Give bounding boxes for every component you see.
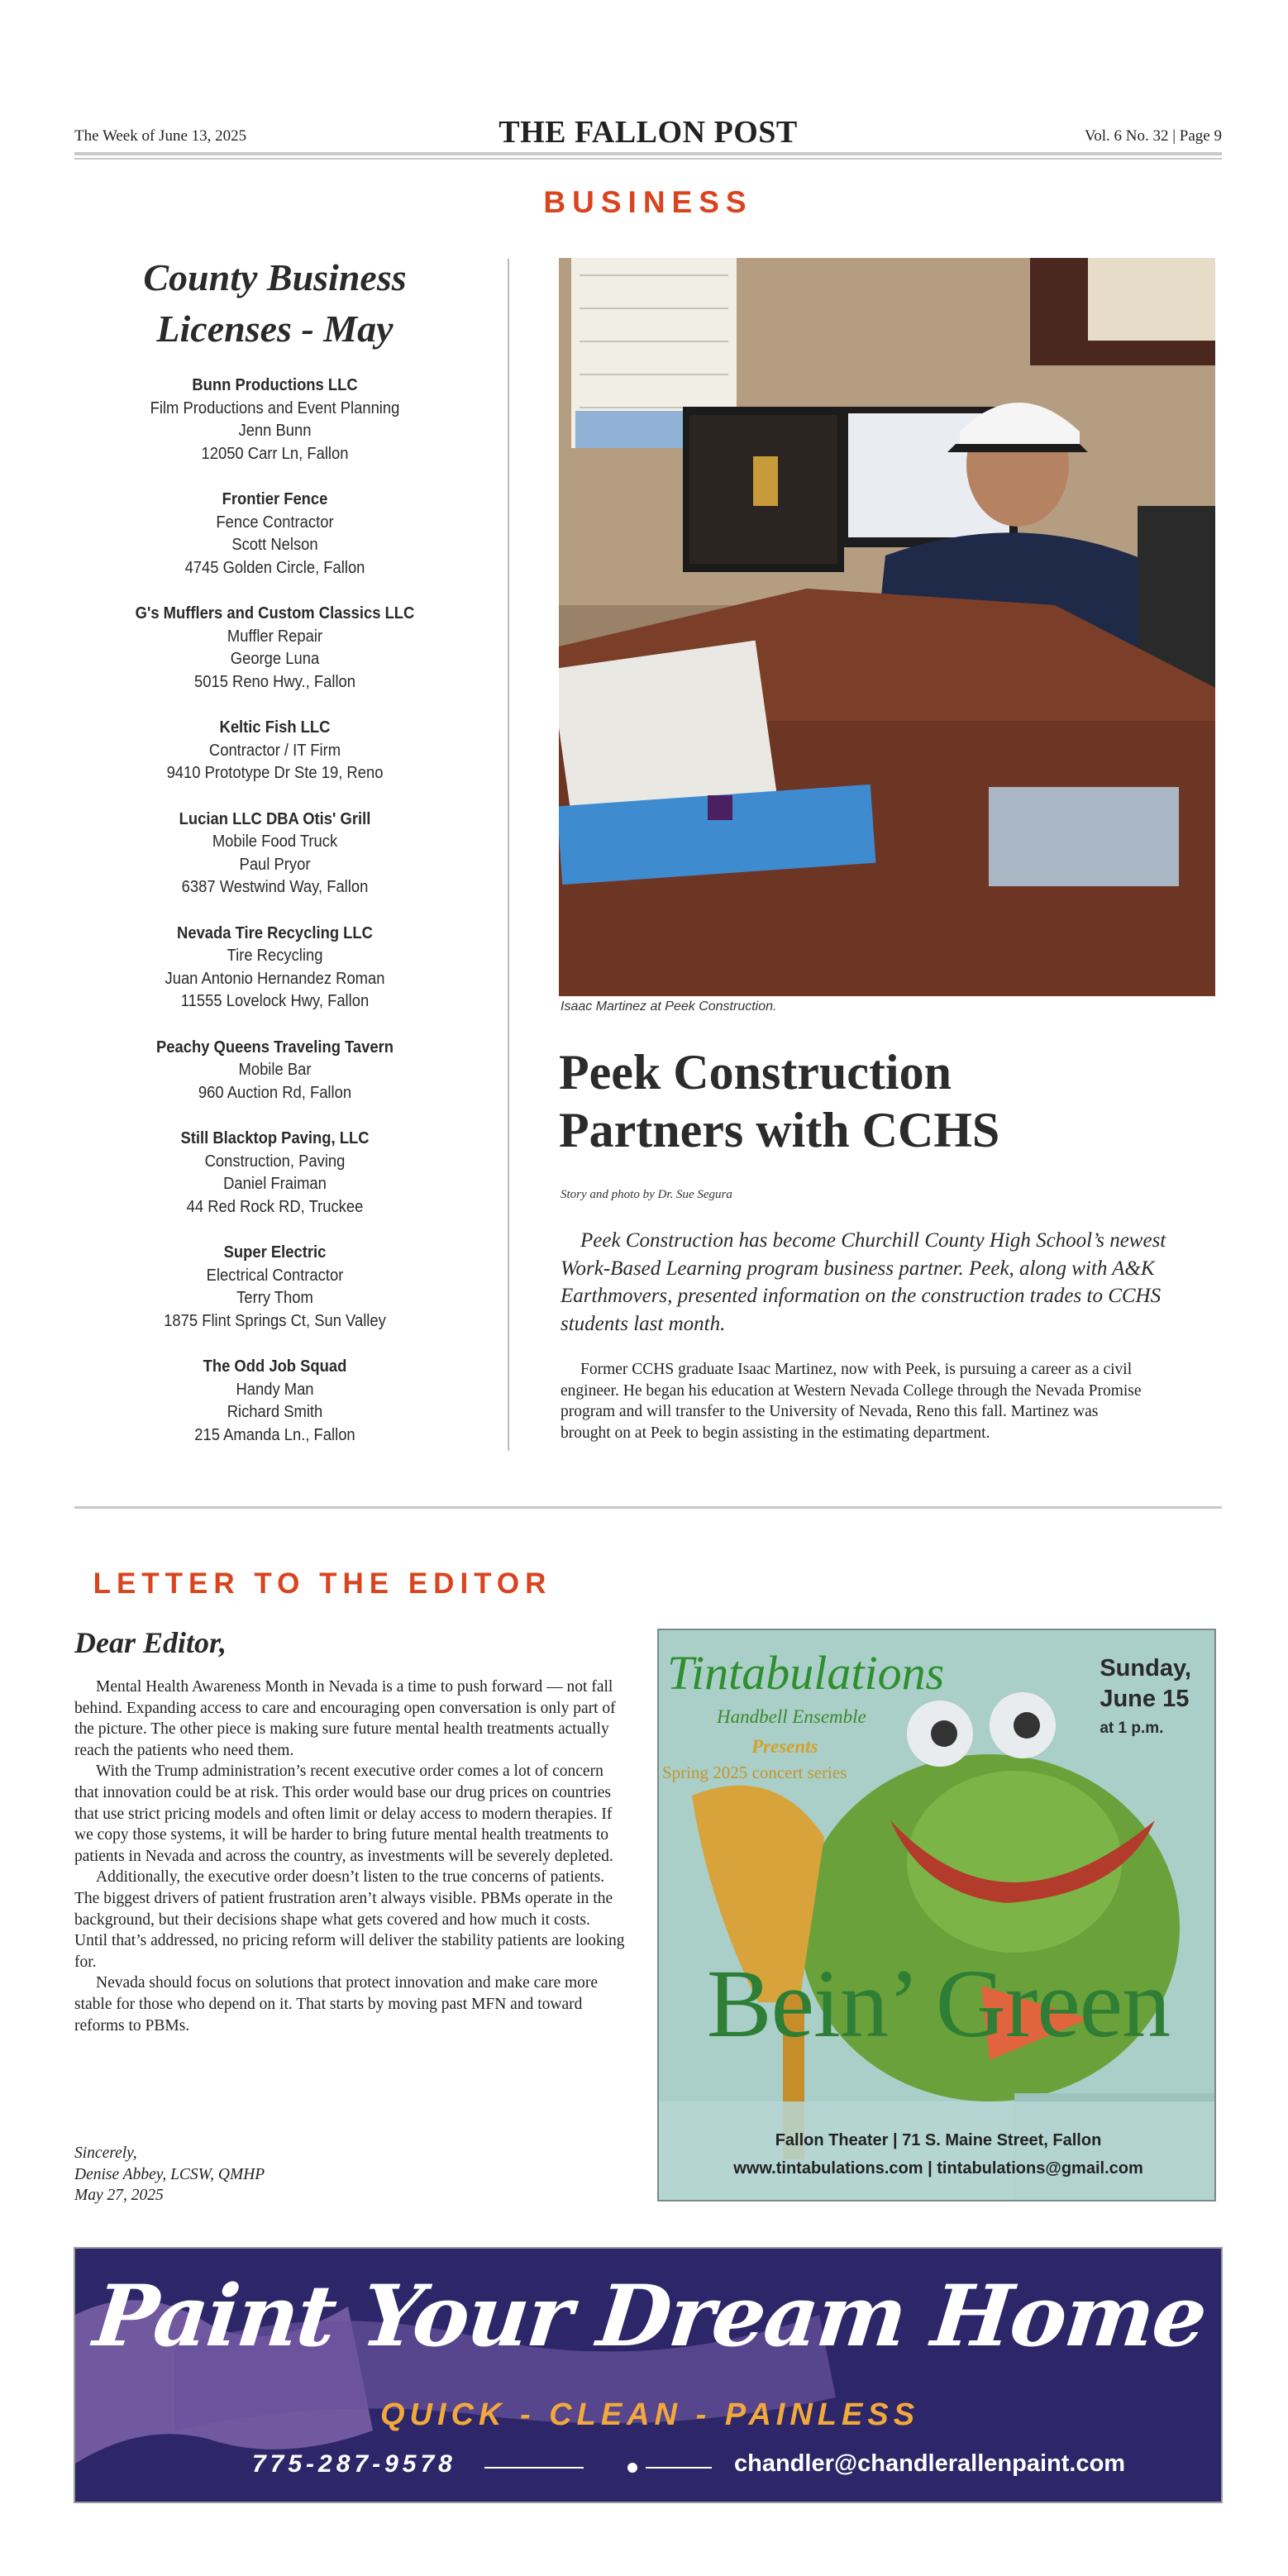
tint-subtitle: Handbell Ensemble <box>717 1706 866 1727</box>
article-photo <box>559 258 1215 996</box>
paint-ad <box>74 2247 1223 2503</box>
tint-presents: Presents <box>751 1736 818 1757</box>
license-address: 5015 Reno Hwy., Fallon <box>193 672 356 691</box>
license-owner: Terry Thom <box>236 1289 313 1307</box>
volume-page: Vol. 6 No. 32 | Page 9 <box>1084 127 1222 145</box>
license-type: Tire Recycling <box>227 947 323 965</box>
paint-headline: Paint Your Dream Home <box>89 2267 1210 2366</box>
license-entry <box>106 1242 444 1333</box>
paint-email: chandler@chandlerallenpaint.com <box>734 2450 1126 2477</box>
tint-show-title: Bein’ Green <box>706 1949 1171 2058</box>
letter-paragraph: With the Trump administration’s recent executive order comes a lot of concern that innovation could be at risk. This order would base our drug prices on countries that use strict pricing models and often limit or delay access to modern therapies. If we copy those systems, it will be harder to bring future mental health treatments to patients in Nevada and across the country, as investments will be severely depleted. <box>74 1763 613 1865</box>
article-lede: Peek Construction has become Churchill County High School’s newest Work-Based Learning program business partner. Peek, along with A&K Earthmovers, presented information on the construction trades to CCHS students last month. <box>561 1229 1166 1335</box>
license-address: 11555 Lovelock Hwy, Fallon <box>180 992 370 1010</box>
license-entry <box>106 489 444 580</box>
license-entry <box>106 809 444 899</box>
section-head-business: BUSINESS <box>543 185 753 219</box>
license-owner: Paul Pryor <box>239 855 311 874</box>
license-name: Super Electric <box>223 1243 327 1262</box>
license-owner: Daniel Fraiman <box>223 1175 327 1193</box>
license-address: 9410 Prototype Dr Ste 19, Reno <box>166 764 384 782</box>
divider-line <box>484 2467 584 2469</box>
newspaper-title: THE FALLON POST <box>499 115 798 150</box>
license-address: 215 Amanda Ln., Fallon <box>194 1425 355 1444</box>
county-licenses-column <box>91 252 459 1470</box>
license-name: Still Blacktop Paving, LLC <box>180 1129 370 1147</box>
tint-series: Spring 2025 concert series <box>662 1763 847 1782</box>
license-owner: George Luna <box>230 650 320 668</box>
license-type: Muffler Repair <box>227 627 323 646</box>
license-address: 4745 Golden Circle, Fallon <box>184 558 365 577</box>
license-address: 44 Red Rock RD, Truckee <box>186 1197 364 1216</box>
section-head-letter: LETTER TO THE EDITOR <box>93 1567 552 1600</box>
article-byline: Story and photo by Dr. Sue Segura <box>561 1188 732 1201</box>
masthead-rule <box>74 152 1222 155</box>
letter-paragraph: Additionally, the executive order doesn’t listen to the true concerns of patients. The biggest drivers of patient frustration aren’t always visible. PBMs operate in the background, but their decisions shape what gets covered and how much it costs. Until that’s addressed, no pricing reform will deliver the stability patients are looking for. <box>74 1868 625 1971</box>
tint-date: Sunday, June 15 at 1 p.m. <box>1100 1655 1191 1737</box>
license-name: Keltic Fish LLC <box>219 718 331 737</box>
licenses-list <box>91 374 459 1447</box>
license-entry <box>106 374 444 465</box>
tintabulations-ad <box>657 1629 1216 2202</box>
license-owner: Scott Nelson <box>231 536 318 554</box>
tint-contact: www.tintabulations.com | tintabulations@gmail.com <box>733 2159 1143 2178</box>
paint-tagline: QUICK - CLEAN - PAINLESS <box>379 2397 920 2432</box>
masthead-rule-thin <box>74 158 1222 160</box>
letter-paragraph: Nevada should focus on solutions that protect innovation and make care more stable for those who depend on it. That starts by moving past MFN and toward reforms to PBMs. <box>74 1974 599 2035</box>
license-name: Bunn Productions LLC <box>192 376 358 394</box>
tint-venue: Fallon Theater | 71 S. Maine Street, Fallon <box>775 2131 1102 2149</box>
license-entry <box>106 1128 444 1219</box>
license-address: 6387 Westwind Way, Fallon <box>181 878 369 896</box>
divider-dot-icon <box>627 2463 637 2473</box>
license-name: Peachy Queens Traveling Tavern <box>155 1038 394 1057</box>
article-body: Former CCHS graduate Isaac Martinez, now with Peek, is pursuing a career as a civil engineer. He began his education at Western Nevada College through the Nevada Promise program and will transfer to the University of Nevada, Reno this fall. Martinez was brought on at Peek to begin assisting in the estimating department. <box>561 1361 1142 1442</box>
license-type: Construction, Paving <box>204 1152 346 1171</box>
photo-caption: Isaac Martinez at Peek Construction. <box>561 999 777 1014</box>
license-name: Lucian LLC DBA Otis' Grill <box>179 809 371 828</box>
license-entry <box>106 717 444 785</box>
issue-date: The Week of June 13, 2025 <box>74 127 247 145</box>
license-entry <box>106 1037 444 1105</box>
licenses-title: County Business Licenses - May <box>143 256 407 350</box>
license-name: Frontier Fence <box>222 490 328 508</box>
letter-salutation: Dear Editor, <box>74 1626 227 1659</box>
license-entry <box>106 923 444 1014</box>
license-owner: Jenn Bunn <box>238 422 312 440</box>
photo-isaac-martinez <box>559 258 1215 996</box>
license-type: Handy Man <box>236 1380 314 1399</box>
license-type: Fence Contractor <box>216 513 334 532</box>
license-name: G's Mufflers and Custom Classics LLC <box>135 604 415 623</box>
license-address: 960 Auction Rd, Fallon <box>198 1083 352 1102</box>
tint-brand: Tintabulations <box>667 1646 945 1700</box>
license-name: The Odd Job Squad <box>203 1357 347 1376</box>
section-rule <box>74 1506 1222 1509</box>
license-type: Mobile Food Truck <box>212 832 338 851</box>
letter-body <box>74 1677 625 2036</box>
license-address: 1875 Flint Springs Ct, Sun Valley <box>164 1311 386 1330</box>
license-entry <box>106 1356 444 1447</box>
divider-line <box>646 2467 712 2469</box>
masthead <box>74 114 1222 150</box>
license-type: Mobile Bar <box>238 1061 312 1079</box>
paint-phone: 775-287-9578 <box>252 2450 456 2478</box>
license-entry <box>106 603 444 694</box>
article-headline: Peek Construction Partners with CCHS <box>559 1045 1000 1157</box>
license-type: Electrical Contractor <box>206 1266 344 1285</box>
column-divider <box>508 259 509 1451</box>
license-type: Contractor / IT Firm <box>208 741 341 760</box>
license-type: Film Productions and Event Planning <box>150 398 400 417</box>
letter-paragraph: Mental Health Awareness Month in Nevada is a time to push forward — not fall behind. Expanding access to care and encouraging open conversation is only part of the picture. The other piece is making sure future mental health treatments actually reach the patients who need them. <box>74 1678 616 1759</box>
letter-signoff: Sincerely, Denise Abbey, LCSW, QMHP May 27, 2025 <box>74 2144 265 2204</box>
license-address: 12050 Carr Ln, Fallon <box>201 444 349 463</box>
license-owner: Richard Smith <box>227 1403 323 1421</box>
license-owner: Juan Antonio Hernandez Roman <box>165 969 385 988</box>
license-name: Nevada Tire Recycling LLC <box>177 923 373 942</box>
